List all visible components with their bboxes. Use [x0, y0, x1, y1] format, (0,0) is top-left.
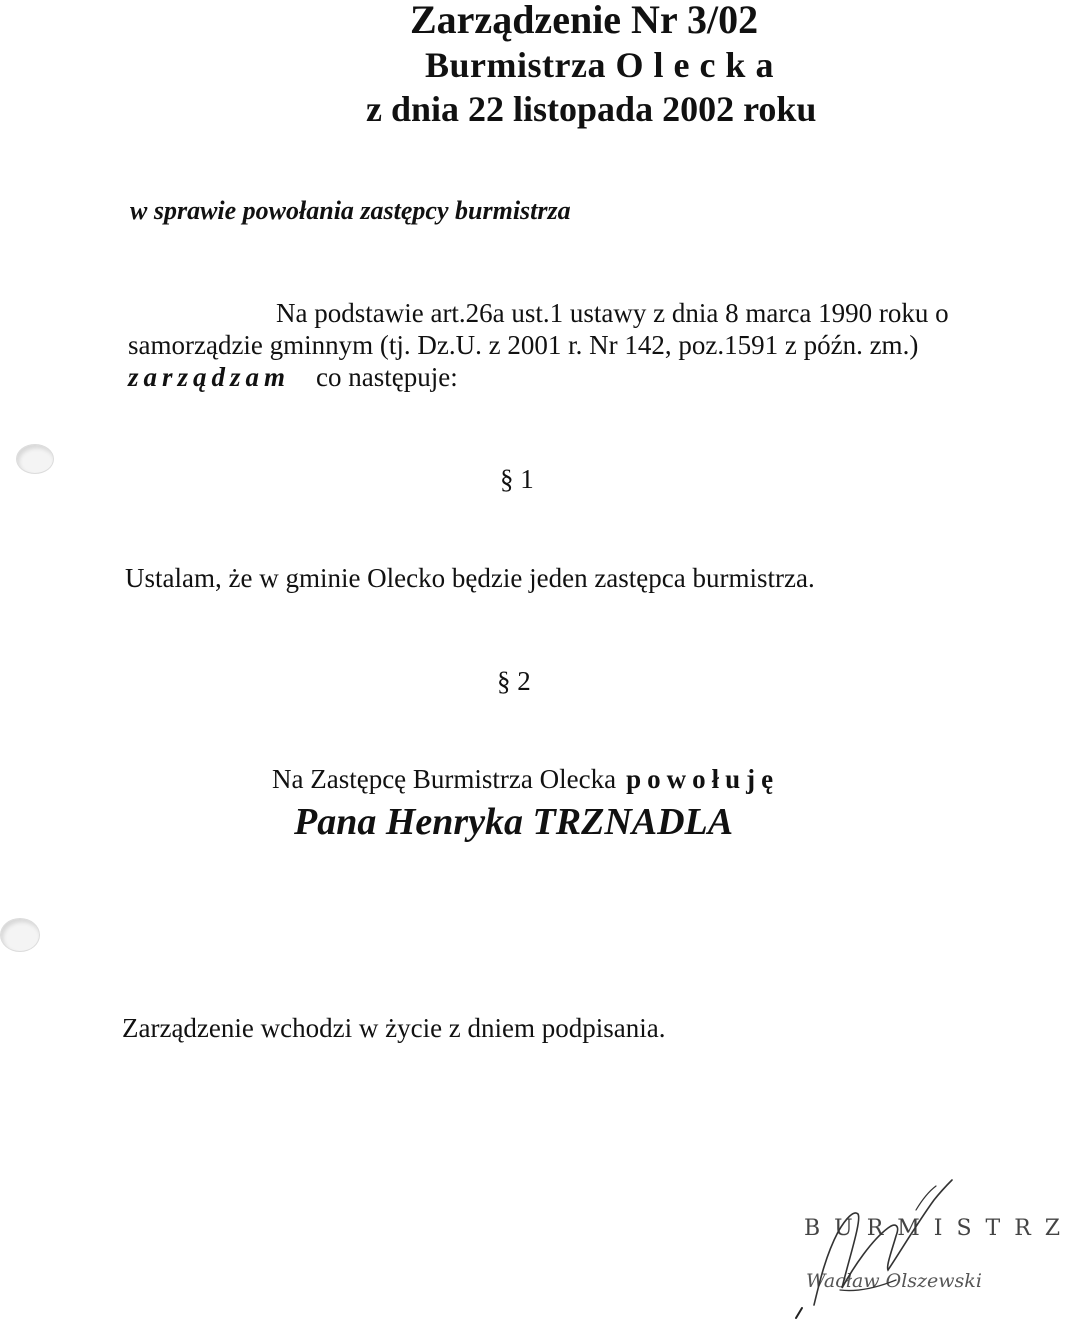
- section-1-text: Ustalam, że w gminie Olecko będzie jeden zastępca burmistrza.: [125, 563, 815, 593]
- appoint-verb: powołuję: [626, 764, 780, 794]
- legal-basis-line-2: samorządzie gminnym (tj. Dz.U. z 2001 r. Nr 142, poz.1591 z późn. zm.): [128, 330, 919, 360]
- section-2-intro: Na Zastępcę Burmistrza Olecka: [272, 764, 617, 794]
- section-2-text: [272, 764, 779, 795]
- punch-hole: [0, 918, 40, 952]
- appointee-name: Pana Henryka TRZNADLA: [294, 801, 734, 843]
- section-1-mark: § 1: [500, 464, 534, 494]
- mayor-stamp: [796, 1170, 1074, 1320]
- legal-basis-line-1: Na podstawie art.26a ust.1 ustawy z dnia 8 marca 1990 roku o: [276, 298, 949, 328]
- stamp-title: BURMISTRZ: [804, 1216, 1074, 1241]
- document-issuer: Burmistrza O l e c k a: [425, 45, 774, 85]
- document-date: z dnia 22 listopada 2002 roku: [366, 89, 817, 129]
- document-title: Zarządzenie Nr 3/02: [410, 0, 759, 42]
- decree-word: zarządzam: [128, 362, 291, 392]
- section-2-mark: § 2: [497, 666, 531, 696]
- punch-hole: [16, 444, 54, 474]
- legal-basis-line-3: [128, 362, 458, 393]
- final-clause: Zarządzenie wchodzi w życie z dniem podpisania.: [122, 1013, 666, 1043]
- document-subject: w sprawie powołania zastępcy burmistrza: [130, 196, 571, 225]
- handwritten-signature: [796, 1170, 1012, 1320]
- follows-text: co następuje:: [316, 362, 458, 392]
- stamp-name: Wacław Olszewski: [806, 1270, 982, 1292]
